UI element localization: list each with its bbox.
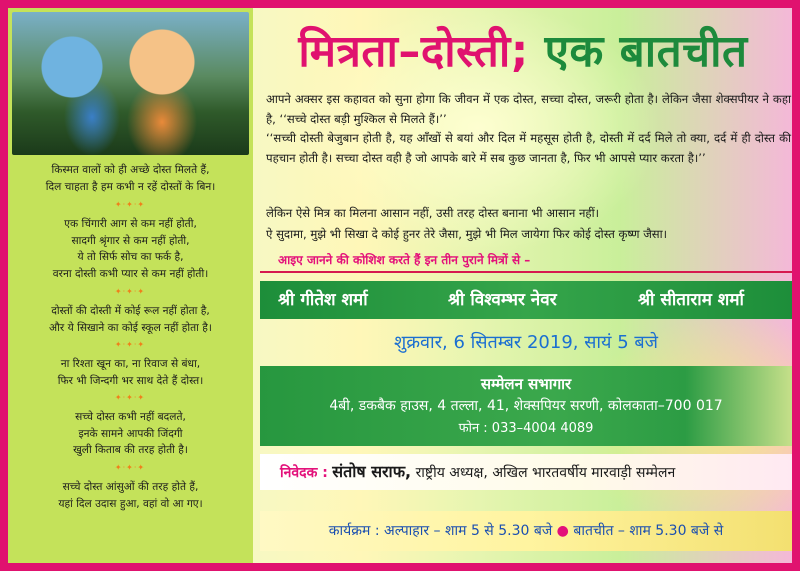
ornament-divider: ✦·✦·✦	[114, 393, 146, 402]
poem-stanza	[12, 303, 249, 336]
krishna-sudama-image	[12, 12, 249, 155]
poem-line: यहां दिल उदास हुआ, वहां वो आ गए।	[58, 497, 203, 510]
poem-stanza	[12, 356, 249, 389]
nivedak-label: निवेदक :	[280, 465, 328, 481]
bullet-icon: ●	[556, 523, 569, 539]
poem-line: सच्चे दोस्त आंसुओं की तरह होते हैं,	[62, 481, 199, 493]
venue-address: 4बी, डकबैक हाउस, 4 तल्ला, 41, शेक्सपियर सरणी, कोलकाता–700 017	[329, 398, 723, 414]
sudama-line: ऐ सुदामा, मुझे भी सिखा दे कोई हुनर तेरे जैसा, मुझे भी मिल जायेगा फिर कोई दोस्त कृष्ण जैसा।	[266, 227, 668, 241]
nivedak-role: राष्ट्रीय अध्यक्ष, अखिल भारतवर्षीय मारवाड़ी सम्मेलन	[415, 465, 676, 481]
divider	[260, 271, 792, 273]
venue-phone: फोन : 033–4004 4089	[458, 421, 594, 436]
poem-line: सच्चे दोस्त कभी नहीं बदलते,	[75, 411, 186, 423]
left-column	[8, 8, 253, 563]
poem-line: सादगी श्रृंगार से कम नहीं होती,	[71, 234, 190, 247]
poem-line: दोस्तों की दोस्ती में कोई रूल नहीं होता है,	[51, 305, 210, 317]
poem-stanza	[12, 162, 249, 195]
ornament-divider: ✦·✦·✦	[114, 340, 146, 349]
quote-paragraph: ‘‘सच्ची दोस्ती बेजुबान होती है, यह आँखों से बयां और दिल में महसूस होती है, दोस्ती में दर्द मिले तो क्या, दर्द में ही दोस्त की पहचान होती है। सच्चा दोस्त वही है जो आपके बारे में सब कुछ जानता है, फिर भी आपसे प्यार करता है।’’	[266, 131, 791, 165]
program-snacks: कार्यक्रम : अल्पाहार – शाम 5 से 5.30 बजे	[328, 523, 553, 539]
poem-stanza	[12, 409, 249, 459]
program-talk: बातचीत – शाम 5.30 बजे से	[573, 523, 724, 539]
poem-stanza	[12, 216, 249, 282]
speakers-band	[260, 281, 792, 319]
poem-line: फिर भी जिन्दगी भर साथ देते हैं दोस्त।	[57, 374, 204, 387]
title-part-conversation: एक बातचीत	[544, 26, 748, 77]
venue-band	[260, 366, 792, 446]
venue-name: सम्मेलन सभागार	[480, 375, 572, 393]
poem-line: वरना दोस्ती कभी प्यार से कम नहीं होती।	[52, 267, 209, 280]
invite-line: आइए जानने की कोशिश करते हैं इन तीन पुराने मित्रों से –	[278, 253, 531, 267]
ornament-divider: ✦·✦·✦	[114, 200, 146, 209]
intro-paragraph: आपने अक्सर इस कहावत को सुना होगा कि जीवन में एक दोस्त, सच्चा दोस्त, जरूरी होता है। लेकिन जैसा शेक्सपीयर ने कहा है, ‘‘सच्चे दोस्त बड़ी मुश्किल से मिलते हैं।’’	[266, 92, 791, 126]
intro-paragraph: लेकिन ऐसे मित्र का मिलना आसान नहीं, उसी तरह दोस्त बनाना भी आसान नहीं।	[266, 206, 599, 220]
poem-stanza	[12, 479, 249, 512]
speaker-name: श्री विश्वम्भर नेवर	[448, 290, 557, 310]
nivedak-band	[260, 454, 792, 490]
nivedak-name: संतोष सराफ,	[332, 462, 412, 481]
poem-line: और ये सिखाने का कोई स्कूल नहीं होता है।	[49, 321, 212, 334]
program-band	[260, 511, 792, 551]
poem-box	[12, 158, 249, 553]
speaker-name: श्री सीताराम शर्मा	[638, 290, 744, 310]
poem-line: ना रिश्ता खून का, ना रिवाज से बंधा,	[60, 358, 201, 370]
poem-line: खुली किताब की तरह होती है।	[73, 444, 188, 456]
poem-line: दिल चाहता है हम कभी न रहें दोस्तों के बिन।	[45, 180, 216, 193]
page-title	[263, 22, 783, 84]
poem-line: इनके सामने आपकी जिंदगी	[78, 427, 183, 440]
ornament-divider: ✦·✦·✦	[114, 463, 146, 472]
event-date: शुक्रवार, 6 सितम्बर 2019, सायं 5 बजे	[393, 332, 659, 353]
poem-line: किस्मत वालों को ही अच्छे दोस्त मिलते हैं,	[51, 164, 210, 176]
poem-line: ये तो सिर्फ सोच का फर्क है,	[77, 251, 184, 263]
poster-canvas	[8, 8, 792, 563]
speaker-name: श्री गीतेश शर्मा	[278, 290, 368, 310]
title-part-friendship: मित्रता–दोस्ती;	[298, 26, 529, 77]
poem-line: एक चिंगारी आग से कम नहीं होती,	[64, 218, 197, 230]
ornament-divider: ✦·✦·✦	[114, 287, 146, 296]
